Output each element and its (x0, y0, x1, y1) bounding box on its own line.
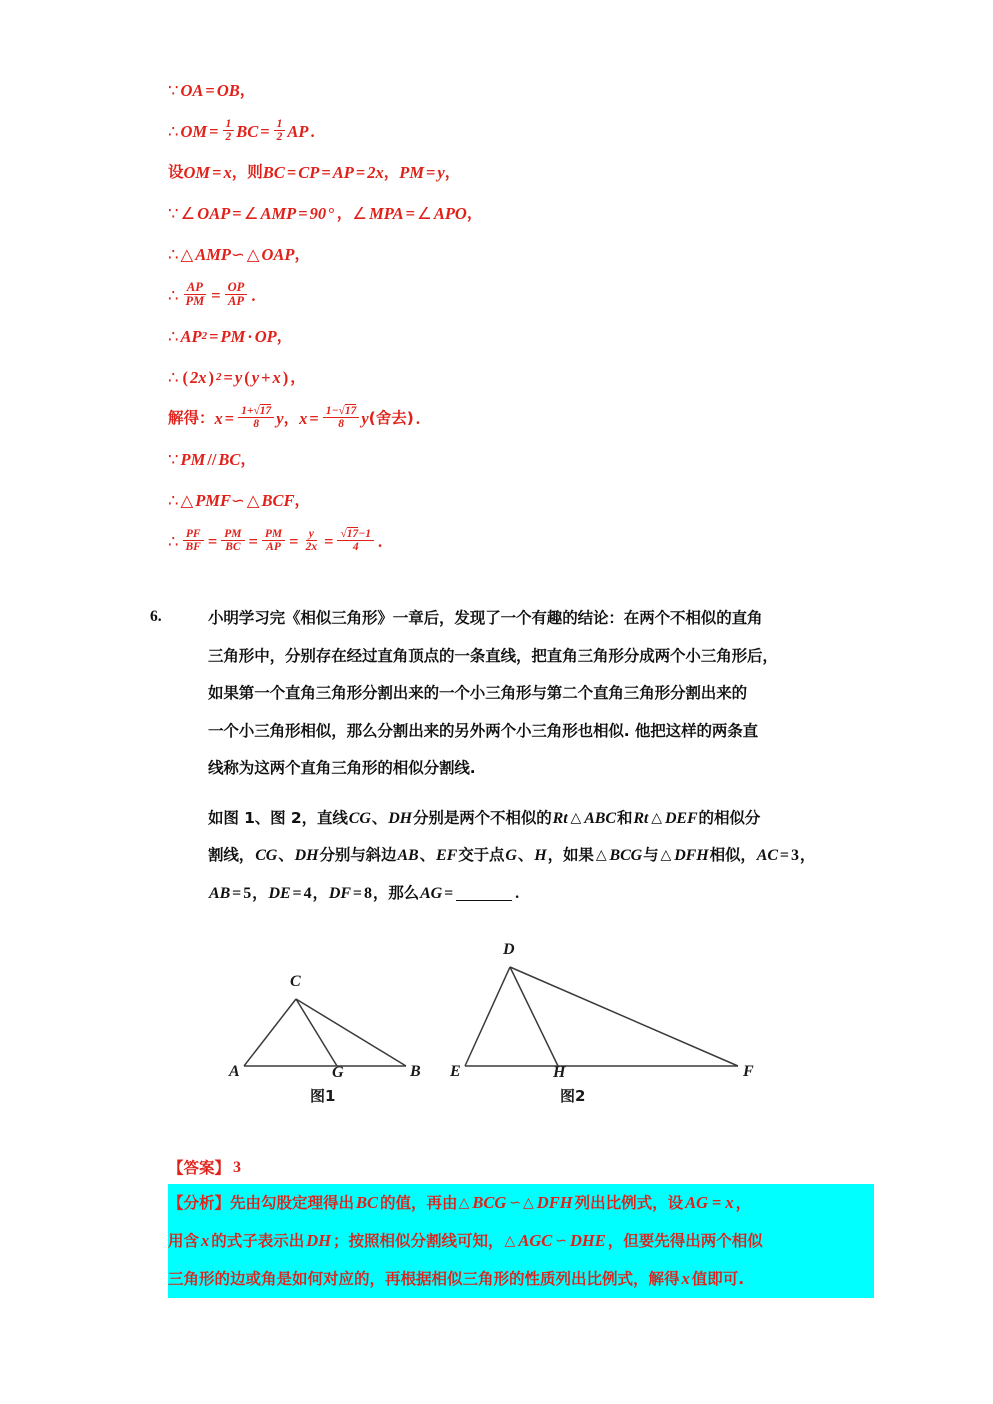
text-segment: 交于点 (458, 846, 505, 864)
triangle-agc: AGC (518, 1231, 553, 1250)
equals-sign: = (205, 81, 215, 100)
therefore-symbol: ∴ (168, 327, 179, 346)
analysis-line-2 (168, 1222, 874, 1260)
therefore-symbol: ∴ (168, 491, 179, 510)
fraction-numerator: AP (184, 281, 206, 296)
segment-ab: AB (209, 884, 231, 902)
fraction-denominator: BF (185, 541, 201, 553)
text-segment: 的相似分 (698, 808, 761, 827)
figure-1-triangle-abc (244, 999, 406, 1066)
variable-y: y (276, 409, 284, 428)
comma: ， (240, 450, 256, 468)
analysis-label: 【分析】 (168, 1194, 231, 1212)
proof-line-set-om (168, 152, 868, 193)
triangle-def: DEF (664, 809, 698, 827)
segment-ap: AP (180, 327, 202, 346)
sqrt-icon: √ (253, 404, 260, 417)
label-point-d: D (503, 941, 515, 958)
degree-symbol: ° (328, 204, 335, 223)
comma: ， (231, 163, 248, 181)
text-segment: 与 (643, 846, 659, 864)
equals-sign: = (289, 532, 299, 551)
therefore-symbol: ∴ (168, 245, 179, 264)
variable-x: x (201, 1231, 210, 1250)
plus-sign: + (261, 368, 271, 387)
triangle-icon: △ (180, 245, 194, 264)
variable-y: y (361, 409, 369, 428)
analysis-line-3 (168, 1260, 874, 1298)
proof-line-solution (168, 398, 868, 439)
triangle-icon: △ (595, 847, 607, 863)
variable-x: x (299, 409, 308, 428)
variable-y: y (437, 163, 445, 182)
period: . (251, 286, 256, 305)
comma: ， (283, 409, 300, 427)
similar-symbol: ∽ (509, 1195, 522, 1211)
fraction-numerator: PM (221, 528, 244, 541)
triangle-pmf: PMF (195, 491, 231, 510)
triangle-icon: △ (504, 1233, 516, 1249)
value-1: 1 (365, 527, 371, 540)
text-segment: 那么 (388, 883, 420, 902)
answer-value: 3 (233, 1159, 242, 1176)
variable-y: y (234, 368, 243, 387)
close-paren: ) (208, 368, 214, 387)
value-90: 90 (309, 204, 327, 223)
value-17: 17 (344, 404, 357, 417)
value-1: 1 (241, 404, 247, 417)
text-segment: 的值，再由 (380, 1194, 458, 1212)
comma: ， (799, 846, 816, 864)
fraction-denominator: AP (228, 294, 244, 308)
variable-x: x (214, 409, 223, 428)
fraction-pf-over-bf (183, 528, 204, 554)
exponent-2: 2 (216, 371, 222, 383)
similar-symbol: ∽ (230, 245, 245, 264)
triangle-bcg: BCG (609, 847, 643, 864)
question-block (150, 600, 860, 912)
comma: ， (239, 81, 256, 99)
line-cg (296, 999, 337, 1066)
segment-ef: EF (436, 847, 458, 864)
period: . (378, 532, 383, 551)
value-17: 17 (259, 404, 272, 417)
label-point-a: A (229, 1063, 240, 1080)
because-symbol: ∵ (168, 204, 179, 223)
answer-block (168, 1152, 874, 1298)
line-df (510, 967, 738, 1066)
line-ed (465, 967, 510, 1066)
equals-sign: = (223, 368, 233, 387)
segment-ap: AP (332, 163, 354, 182)
fraction-numerator: OP (225, 281, 248, 296)
proof-line-ap-squared (168, 316, 868, 357)
therefore-symbol: ∴ (168, 532, 179, 551)
then-label: 则 (247, 163, 263, 181)
fraction-numerator: PM (262, 528, 285, 541)
comma: ， (290, 368, 306, 386)
segment-pm: PM (399, 163, 424, 182)
fraction-pm-over-bc (221, 528, 244, 554)
value-df: 8 (363, 884, 372, 902)
segment-bc: BC (262, 163, 285, 182)
line-dh (510, 967, 558, 1066)
segment-dh: DH (294, 847, 319, 864)
proof-line-oa-ob (168, 70, 868, 111)
answer-line (168, 1152, 874, 1184)
comma: ， (294, 491, 311, 509)
fraction-denominator: AP (266, 541, 281, 553)
fraction-root17-plus1-over-8 (238, 405, 274, 431)
label-point-b: B (410, 1063, 421, 1080)
text-segment: 列出比例式，设 (574, 1194, 684, 1212)
triangle-bcg: BCG (472, 1193, 507, 1212)
text-segment: 先由勾股定理得出 (230, 1194, 355, 1212)
fraction-one-half (274, 118, 286, 144)
minus-sign: − (331, 404, 339, 417)
close-paren: ) (282, 368, 289, 387)
fraction-denominator: 2x (305, 541, 318, 553)
equals-sign: = (355, 163, 366, 182)
equals-sign: = (211, 286, 221, 305)
parallel-symbol: // (207, 450, 217, 469)
period: . (310, 122, 315, 141)
text-segment: 分别是两个不相似的 (413, 808, 552, 827)
because-symbol: ∵ (168, 81, 179, 100)
text-segment: 、 (419, 846, 436, 864)
angle-symbol: ∠ (352, 204, 368, 223)
fraction-numerator: y (306, 528, 317, 541)
equals-sign: = (209, 327, 219, 346)
segment-ag: AG (420, 884, 443, 902)
segment-pm: PM (180, 450, 206, 469)
comma: ， (294, 245, 311, 263)
label-point-e: E (450, 1063, 461, 1080)
fraction-denominator: PM (185, 294, 205, 308)
fraction-numerator (323, 405, 360, 418)
equals-sign: = (292, 884, 302, 902)
fraction-numerator (238, 405, 274, 418)
fraction-y-over-2x (303, 528, 321, 554)
equals-sign: = (324, 532, 334, 551)
text-segment: 、 (371, 808, 388, 827)
proof-line-2x-squared (168, 357, 868, 398)
text-segment: ，如果 (547, 846, 594, 864)
variable-x: x (681, 1269, 690, 1288)
line-cb (296, 999, 406, 1066)
angle-mpa: MPA (369, 204, 404, 223)
answer-label: 【答案】 (168, 1159, 231, 1177)
segment-ac: AC (756, 847, 778, 864)
rt-label: Rt (552, 809, 568, 827)
equals-sign: = (209, 122, 219, 141)
segment-op: OP (254, 327, 277, 346)
equals-sign: = (207, 532, 218, 551)
segment-de: DE (268, 884, 291, 902)
segment-dh: DH (388, 809, 413, 827)
segment-pm: PM (220, 327, 246, 346)
line-ac (244, 999, 296, 1066)
equals-sign: = (232, 204, 242, 223)
open-paren: ( (182, 368, 188, 387)
question-given-line (208, 837, 860, 875)
text-segment: 值即可. (691, 1270, 745, 1288)
proof-line-om-half (168, 111, 868, 152)
variable-x: x (725, 1193, 734, 1212)
sqrt-icon: √ (340, 527, 347, 540)
equals-sign: = (212, 163, 222, 182)
text-segment: ；按照相似分割线可知， (333, 1232, 504, 1250)
fraction-numerator (337, 528, 374, 541)
angle-symbol: ∠ (417, 204, 432, 223)
therefore-symbol: ∴ (168, 286, 179, 305)
fraction-root17-minus1-over-4 (337, 528, 374, 554)
question-text-line: 三角形中，分别存在经过直角顶点的一条直线，把直角三角形分成两个小三角形后， (208, 646, 778, 665)
segment-cp: CP (298, 163, 320, 182)
equals-sign: = (405, 204, 416, 223)
equals-sign: = (321, 163, 331, 182)
similar-symbol: ∽ (555, 1233, 567, 1249)
figure-2-caption: 图2 (560, 1087, 586, 1105)
question-text-line: 如果第一个直角三角形分割出来的一个小三角形与第二个直角三角形分割出来的 (208, 684, 748, 702)
question-values-line (208, 875, 860, 913)
proof-line-pm-parallel-bc (168, 439, 868, 480)
text-segment: 如图 1、图 2，直线 (208, 808, 348, 827)
value-2x: 2x (367, 163, 384, 182)
fraction-denominator: 8 (253, 418, 260, 430)
question-number: 6. (150, 608, 162, 625)
angle-apo: APO (433, 204, 467, 223)
triangle-amp: AMP (195, 245, 231, 264)
equals-sign: = (298, 204, 308, 223)
figures-area (150, 930, 870, 1125)
equals-sign: = (260, 122, 270, 141)
segment-ob: OB (216, 81, 240, 100)
triangle-icon: △ (246, 491, 260, 510)
question-body (208, 600, 860, 912)
equals-sign: = (712, 1193, 722, 1212)
label-point-f: F (743, 1063, 754, 1080)
segment-cg: CG (255, 847, 278, 864)
period: . (415, 409, 420, 428)
rt-label: Rt (633, 809, 649, 827)
text-segment: 和 (616, 808, 633, 827)
fraction-denominator: BC (225, 541, 241, 553)
segment-om: OM (180, 122, 208, 141)
comma: ， (312, 883, 328, 902)
fraction-denominator: 8 (338, 418, 344, 430)
triangle-icon: △ (651, 809, 662, 826)
segment-bc: BC (236, 122, 259, 141)
text-segment: 割线， (208, 846, 255, 864)
triangle-abc: ABC (584, 809, 616, 827)
equals-sign: = (425, 163, 436, 182)
analysis-line-1 (168, 1184, 874, 1222)
comma: ， (336, 204, 353, 222)
triangle-dfh: DFH (674, 847, 709, 864)
dot-operator: · (247, 327, 253, 346)
value-17: 17 (346, 527, 359, 540)
segment-bc: BC (218, 450, 241, 469)
equals-sign: = (352, 884, 362, 902)
similar-symbol: ∽ (230, 491, 245, 510)
minus-sign: − (358, 527, 366, 540)
therefore-symbol: ∴ (168, 122, 179, 141)
open-paren: ( (244, 368, 250, 387)
equals-sign: = (444, 884, 454, 902)
triangle-icon: △ (458, 1195, 470, 1211)
text-segment: 的式子表示出 (211, 1232, 305, 1250)
variable-x: x (272, 368, 281, 387)
triangle-bcf: BCF (261, 491, 295, 510)
comma: ， (276, 327, 293, 345)
point-g: G (505, 847, 517, 864)
segment-oa: OA (180, 81, 204, 100)
proof-line-similar-pmf-bcf (168, 480, 868, 521)
fraction-one-half (223, 118, 235, 144)
point-h: H (534, 847, 547, 864)
exponent-2: 2 (201, 330, 208, 342)
fraction-numerator: PF (183, 528, 204, 541)
therefore-symbol: ∴ (168, 368, 179, 387)
comma: ， (444, 163, 461, 181)
text-segment: 、 (517, 846, 534, 864)
value-de: 4 (303, 884, 312, 902)
angle-symbol: ∠ (180, 204, 196, 223)
equals-sign: = (309, 409, 319, 428)
text-segment: ，但要先得出两个相似 (607, 1232, 763, 1250)
fraction-pm-over-ap (262, 528, 285, 554)
because-symbol: ∵ (168, 450, 179, 469)
label-point-c: C (290, 973, 301, 990)
segment-dh: DH (306, 1231, 332, 1250)
comma: ， (383, 163, 400, 181)
comma: ， (372, 883, 389, 902)
segment-om: OM (183, 163, 211, 182)
text-segment: 用含 (168, 1232, 200, 1250)
segment-ap: AP (287, 122, 309, 141)
value-ac: 3 (790, 847, 799, 864)
comma: ， (252, 883, 268, 902)
text-segment: 、 (278, 846, 294, 864)
angle-amp: AMP (260, 204, 297, 223)
proof-line-ratio-ap-pm (168, 275, 868, 316)
fraction-denominator: 2 (225, 131, 232, 143)
question-text-line: 一个小三角形相似，那么分割出来的另外两个小三角形也相似. 他把这样的两条直 (208, 721, 759, 740)
period: . (515, 884, 520, 902)
text-segment: 分别与斜边 (319, 846, 397, 864)
answer-blank[interactable] (456, 886, 512, 901)
fraction-ap-over-pm (183, 281, 208, 309)
label-point-h: H (553, 1064, 566, 1081)
triangle-dfh: DFH (536, 1193, 573, 1212)
triangle-icon: △ (660, 847, 672, 863)
proof-line-similar-amp-oap (168, 234, 868, 275)
segment-ab: AB (397, 847, 419, 864)
question-text-line: 小明学习完《相似三角形》一章后，发现了一个有趣的结论：在两个不相似的直角 (208, 609, 763, 627)
triangle-oap: OAP (261, 245, 295, 264)
equals-sign: = (286, 163, 297, 182)
proof-block (168, 70, 868, 562)
equals-sign: = (224, 409, 235, 428)
value-ab: 5 (243, 884, 252, 902)
triangle-icon: △ (523, 1195, 534, 1211)
figure-1-caption: 图1 (310, 1087, 336, 1105)
text-segment: 三角形的边或角是如何对应的，再根据相似三角形的性质列出比例式，解得 (168, 1270, 680, 1288)
set-label: 设 (168, 163, 184, 181)
text-segment: 相似， (709, 846, 756, 864)
fraction-numerator: 1 (274, 118, 286, 131)
geometry-diagrams-svg (150, 930, 870, 1125)
label-point-g: G (332, 1064, 344, 1081)
angle-symbol: ∠ (243, 204, 259, 223)
triangle-icon: △ (180, 491, 194, 510)
question-figure-ref-line (208, 800, 860, 838)
solved-label: 解得： (168, 409, 215, 427)
segment-ag: AG (685, 1193, 708, 1212)
plus-sign: + (246, 404, 254, 417)
triangle-dhe: DHE (570, 1231, 606, 1250)
segment-cg: CG (348, 809, 371, 827)
variable-x: x (223, 163, 232, 182)
fraction-numerator: 1 (223, 118, 235, 131)
sqrt-icon: √ (338, 404, 345, 417)
fraction-denominator: 2 (276, 131, 283, 143)
proof-line-final-ratio (168, 521, 868, 562)
triangle-icon: △ (570, 809, 582, 826)
fraction-denominator: 4 (352, 541, 359, 553)
value-1: 1 (325, 404, 332, 417)
figure-2-triangle-def (465, 967, 738, 1066)
comma: ， (466, 204, 483, 222)
fraction-op-over-ap (225, 281, 248, 309)
equals-sign: = (248, 532, 258, 551)
value-2x: 2x (190, 368, 207, 387)
proof-line-angles (168, 193, 868, 234)
triangle-icon: △ (246, 245, 260, 264)
comma: ， (735, 1194, 752, 1212)
question-text-line: 线称为这两个直角三角形的相似分割线. (208, 759, 476, 777)
segment-bc: BC (356, 1193, 379, 1212)
fraction-1-minus-root17-over-8 (323, 405, 360, 431)
paragraph-gap (208, 788, 860, 800)
equals-sign: = (779, 847, 789, 864)
angle-oap: OAP (197, 204, 231, 223)
variable-y: y (251, 368, 260, 387)
segment-df: DF (328, 884, 351, 902)
discard-label: (舍去) (368, 409, 414, 427)
equals-sign: = (232, 884, 242, 902)
